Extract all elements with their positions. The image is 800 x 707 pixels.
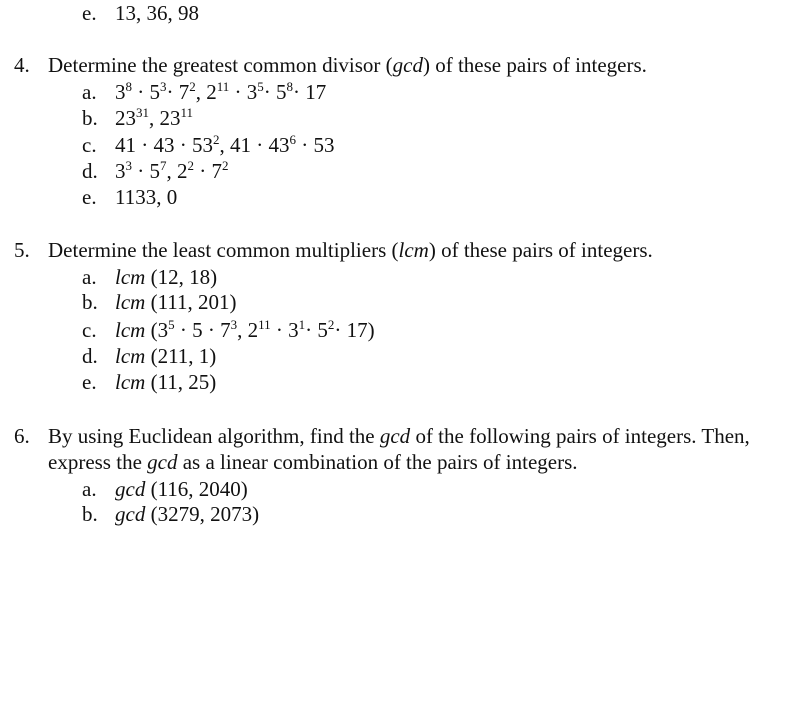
item-label: a. (82, 265, 97, 289)
question-text-part: as a linear combination of the pairs of integers. (177, 450, 578, 474)
question-term: gcd (392, 53, 423, 77)
question-text-part: ) of these pairs of integers. (428, 238, 653, 262)
question-text-part: of the following pairs of integers. Then, (410, 424, 750, 448)
question-text-part: By using Euclidean algorithm, find the (48, 424, 380, 448)
item-label: d. (82, 159, 98, 183)
item-content: lcm (111, 201) (115, 290, 237, 314)
question-text-part: express the (48, 450, 148, 474)
item-content: gcd (116, 2040) (115, 477, 248, 501)
question-number: 5. (14, 238, 30, 262)
question-text (48, 52, 647, 78)
question-text (48, 423, 750, 449)
question-term: lcm (398, 238, 429, 262)
question-term: gcd (379, 424, 411, 448)
question-text-part: ) of these pairs of integers. (422, 53, 647, 77)
item-label: c. (82, 133, 97, 157)
item-label: e. (82, 370, 97, 394)
item-content: 1133, 0 (115, 185, 178, 209)
question-text-part: Determine the greatest common divisor ( (48, 53, 393, 77)
item-label: b. (82, 106, 98, 130)
question-text (48, 449, 578, 475)
question-text (48, 237, 653, 263)
question-number: 4. (14, 53, 30, 77)
item-content: lcm (12, 18) (115, 265, 218, 289)
question-number: 6. (14, 424, 30, 448)
item-content: gcd (3279, 2073) (115, 502, 260, 526)
question-text-part: Determine the least common multipliers ( (48, 238, 399, 262)
item-content: lcm (211, 1) (115, 344, 217, 368)
item-content: $41 \cdot 43 \cdot 53^2$, $41 \cdot 43^6 \cdot 53$ (115, 132, 335, 157)
item-content: $3^8 \cdot 5^3\cdot 7^2$, $2^{11} \cdot 3^5\cdot 5^8\cdot 17$ (115, 79, 327, 104)
item-content: $3^3 \cdot 5^7$, $2^2 \cdot 7^2$ (115, 158, 229, 183)
item-content: 13, 36, 98 (115, 1, 199, 25)
item-label: e. (82, 1, 97, 25)
item-content: lcm (11, 25) (115, 370, 217, 394)
item-content: lcm ($3^5 \cdot 5 \cdot 7^3$, $2^{11} \cdot 3^1\cdot 5^2\cdot 17$) (115, 317, 375, 342)
item-content: $23^{31}$, $23^{11}$ (115, 105, 194, 130)
question-term: gcd (147, 450, 178, 474)
item-label: a. (82, 80, 97, 104)
item-label: c. (82, 318, 97, 342)
item-label: e. (82, 185, 97, 209)
item-label: a. (82, 477, 97, 501)
item-label: d. (82, 344, 98, 368)
item-label: b. (82, 502, 98, 526)
item-label: b. (82, 290, 98, 314)
